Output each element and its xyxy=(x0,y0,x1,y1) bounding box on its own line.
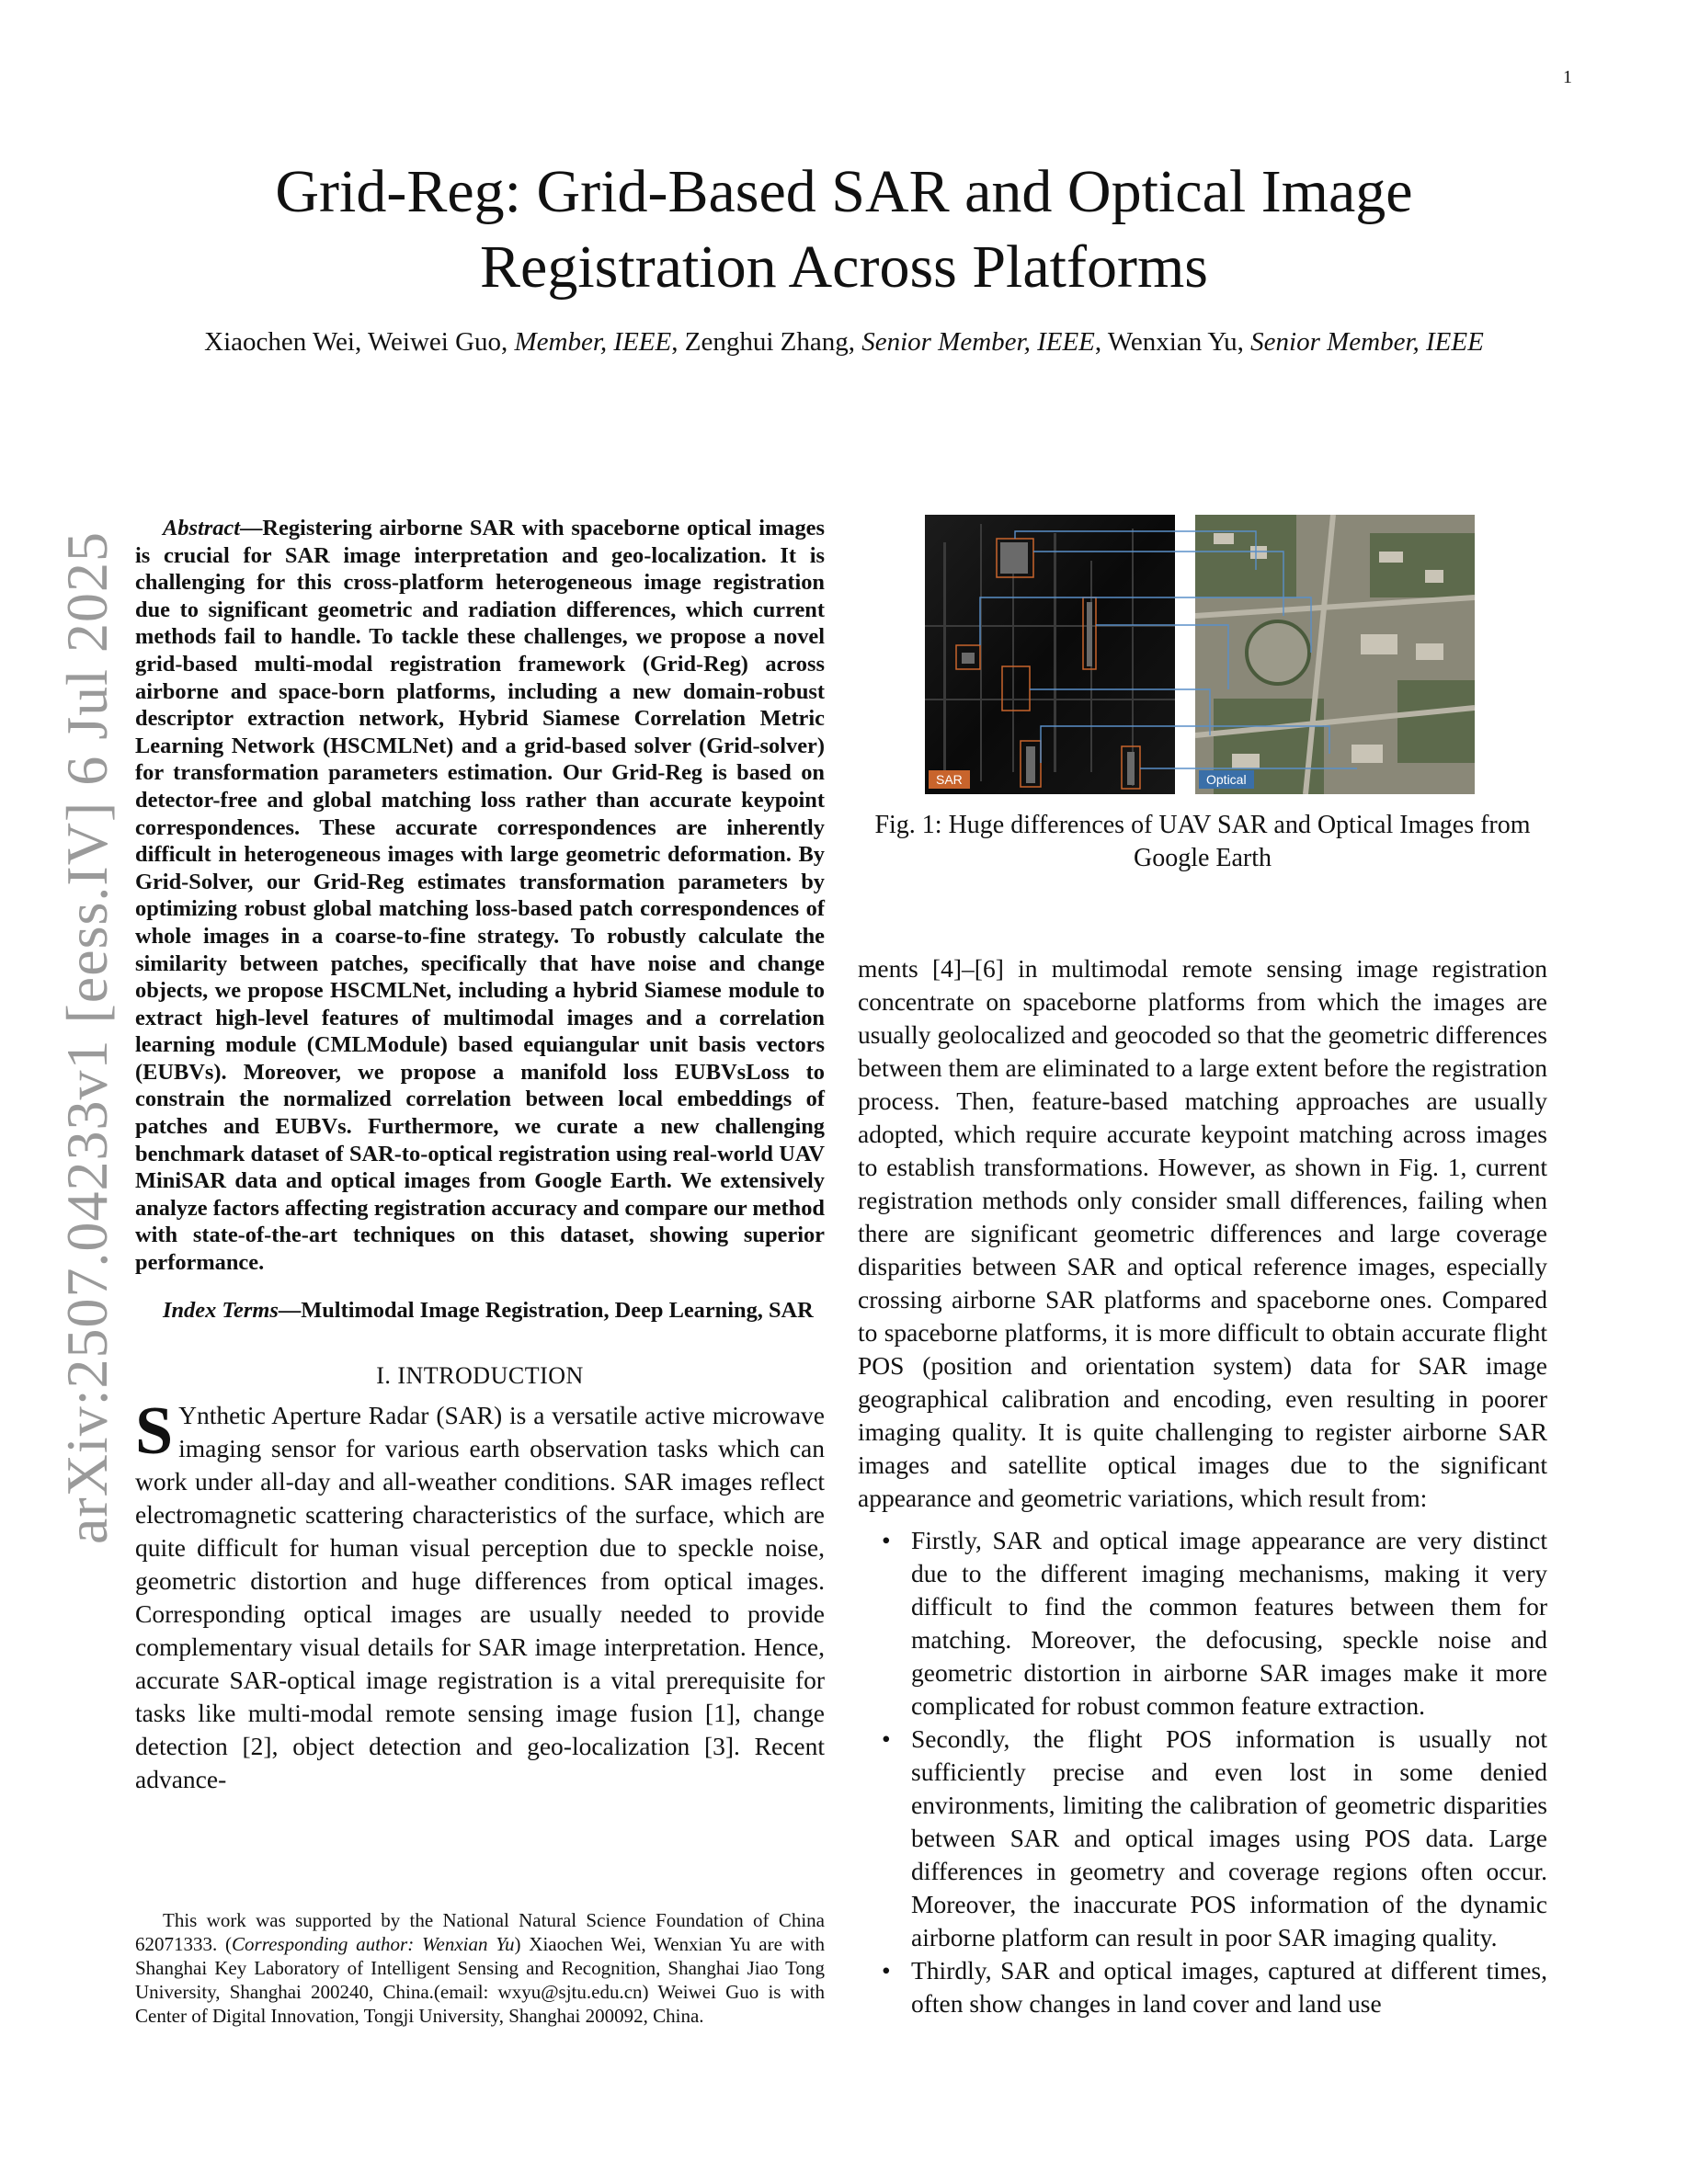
abstract-label: Abstract xyxy=(163,516,241,540)
author-role-3: Senior Member, IEEE xyxy=(1250,327,1484,357)
footnote-text-2: ) Xiaochen Wei, Wenxian Yu are with Shanghai Key Laboratory of Intelligent Sensing and Recognition, Shanghai Jiao Tong University, Shanghai 200240, China.(email: wxyu@sjtu.edu.cn) Weiwei Guo is with Center of Digital Innovation, Tongji University, Shanghai 200092, China. xyxy=(135,1933,825,2027)
intro-text: Ynthetic Aperture Radar (SAR) is a versatile active microwave imaging sensor for various earth observation tasks which can work under all-day and all-weather conditions. SAR images reflect electromagnetic scattering characteristics of the surface, which are quite difficult for human visual perception due to speckle noise, geometric distortion and huge differences from optical images. Corresponding optical images are usually needed to provide complementary visual details for SAR image interpretation. Hence, accurate SAR-optical image registration is a vital prerequisite for tasks like multi-modal remote sensing image fusion [1], change detection [2], object detection and geo-localization [3]. Recent advance- xyxy=(135,1401,825,1794)
challenge-list xyxy=(858,1524,1547,2020)
abstract-text: —Registering airborne SAR with spaceborne optical images is crucial for SAR image interpretation and geo-localization. It is challenging for this cross-platform heterogeneous image registration due to significant geometric and radiation differences, which current methods fail to handle. To tackle these challenges, we propose a novel grid-based multi-modal registration framework (Grid-Reg) across airborne and space-born platforms, including a new domain-robust descriptor extraction network, Hybrid Siamese Correlation Metric Learning Network (HSCMLNet) and a grid-based solver (Grid-solver) for transformation parameters estimation. Our Grid-Reg is based on detector-free and global matching loss rather than accurate keypoint correspondences. These accurate correspondences are inherently difficult in heterogeneous images with large geometric deformation. By Grid-Solver, our Grid-Reg estimates transformation parameters by optimizing robust global matching loss-based patch correspondences of whole images in a coarse-to-fine strategy. To robustly calculate the similarity between patches, specifically that have noise and change objects, we propose HSCMLNet, including a hybrid Siamese module to extract high-level features of multimodal images and a correlation learning module (CMLModule) based equiangular unit basis vectors (EUBVs). Moreover, we propose a manifold loss EUBVsLoss to constrain the normalized correlation between local embeddings of patches and EUBVs. Furthermore, we curate a new challenging benchmark dataset of SAR-to-optical registration using real-world UAV MiniSAR data and optical images from Google Earth. We extensively analyze factors affecting registration accuracy and compare our method with state-of-the-art techniques on this dataset, showing superior performance. xyxy=(135,516,825,1276)
list-item-text: Thirdly, SAR and optical images, captured at different times, often show changes in land cover and land use xyxy=(911,1956,1547,2018)
right-column xyxy=(858,952,1547,2020)
author-role-2: Senior Member, IEEE xyxy=(861,327,1095,357)
figure-1 xyxy=(925,515,1475,794)
list-item: • Firstly, SAR and optical image appearance are very distinct due to the different imaging mechanisms, making it very difficult to find the common features between them for matching. Moreover, the defocusing, speckle noise and geometric distortion in airborne SAR images make it more complicated for robust common feature extraction. xyxy=(882,1526,1547,1720)
author-names-3: , Wenxian Yu, xyxy=(1094,327,1251,357)
figure-1-caption: Fig. 1: Huge differences of UAV SAR and Optical Images from Google Earth xyxy=(874,811,1531,872)
author-names-1: Xiaochen Wei, Weiwei Guo, xyxy=(204,327,515,357)
section-heading-introduction xyxy=(135,1362,825,1390)
author-names-2: , Zenghui Zhang, xyxy=(671,327,862,357)
author-role-1: Member, IEEE xyxy=(514,327,672,357)
footnote-corresponding-author: Corresponding author: Wenxian Yu xyxy=(232,1933,515,1955)
index-terms-label: Index Terms xyxy=(163,1297,279,1323)
arxiv-watermark: arXiv:2507.04233v1 [eess.IV] 6 Jul 2025 xyxy=(54,531,120,1544)
section-number: I. xyxy=(376,1362,398,1390)
abstract xyxy=(135,515,825,1277)
title-line-2: Registration Across Platforms xyxy=(480,233,1208,301)
left-column xyxy=(135,515,825,1796)
optical-label: Optical xyxy=(1199,770,1254,789)
list-item: • Secondly, the flight POS information is usually not sufficiently precise and even lost in some denied environments, limiting the calibration of geometric disparities between SAR and optical images using POS data. Large differences in geometry and coverage regions often occur. Moreover, the inaccurate POS information of the dynamic airborne platform can result in poor SAR imaging quality. xyxy=(882,1724,1547,1951)
author-list xyxy=(175,324,1513,361)
correspondence-lines xyxy=(925,515,1475,794)
footnote-text-1: This work was supported by the National Natural Science Foundation of China 62071333. ( xyxy=(135,1909,825,1955)
section-first-letter: I xyxy=(397,1362,406,1390)
intro-paragraph xyxy=(135,1393,825,1796)
list-item-text: Firstly, SAR and optical image appearance are very distinct due to the different imaging mechanisms, making it very difficult to find the common features between them for matching. Moreover, the defocusing, speckle noise and geometric distortion in airborne SAR images make it more complicated for robust common feature extraction. xyxy=(911,1526,1547,1720)
index-terms-text: —Multimodal Image Registration, Deep Learning, SAR xyxy=(278,1297,814,1323)
list-item-text: Secondly, the flight POS information is usually not sufficiently precise and even lost in some denied environments, limiting the calibration of geometric disparities between SAR and optical images using POS data. Large differences in geometry and coverage regions often occur. Moreover, the inaccurate POS information of the dynamic airborne platform can result in poor SAR imaging quality. xyxy=(911,1724,1547,1951)
title-line-1: Grid-Reg: Grid-Based SAR and Optical Image xyxy=(275,158,1413,225)
footnote xyxy=(135,1908,825,2028)
paper-title xyxy=(138,154,1550,305)
index-terms xyxy=(135,1297,825,1325)
sar-label: SAR xyxy=(929,770,970,789)
drop-cap: S xyxy=(135,1393,174,1470)
list-item: • Thirdly, SAR and optical images, captured at different times, often show changes in land cover and land use xyxy=(882,1956,1547,2018)
right-paragraph: ments [4]–[6] in multimodal remote sensing image registration concentrate on spaceborne platforms from which the images are usually geolocalized and geocoded so that the geometric differences between them are eliminated to a large extent before the registration process. Then, feature-based matching approaches are usually adopted, which require accurate keypoint matching across images to establish transformations. However, as shown in Fig. 1, current registration methods only consider small differences, failing when there are significant geometric differences and large coverage disparities between SAR and optical reference images, especially crossing airborne SAR platforms and spaceborne ones. Compared to spaceborne platforms, it is more difficult to obtain accurate flight POS (position and orientation system) data for SAR image geographical calibration and encoding, even resulting in poorer imaging quality. It is quite challenging to register airborne SAR images and satellite optical images due to the significant appearance and geometric variations, which result from: xyxy=(858,954,1547,1512)
section-title-rest: NTRODUCTION xyxy=(405,1362,584,1390)
page-number: 1 xyxy=(1563,67,1572,87)
